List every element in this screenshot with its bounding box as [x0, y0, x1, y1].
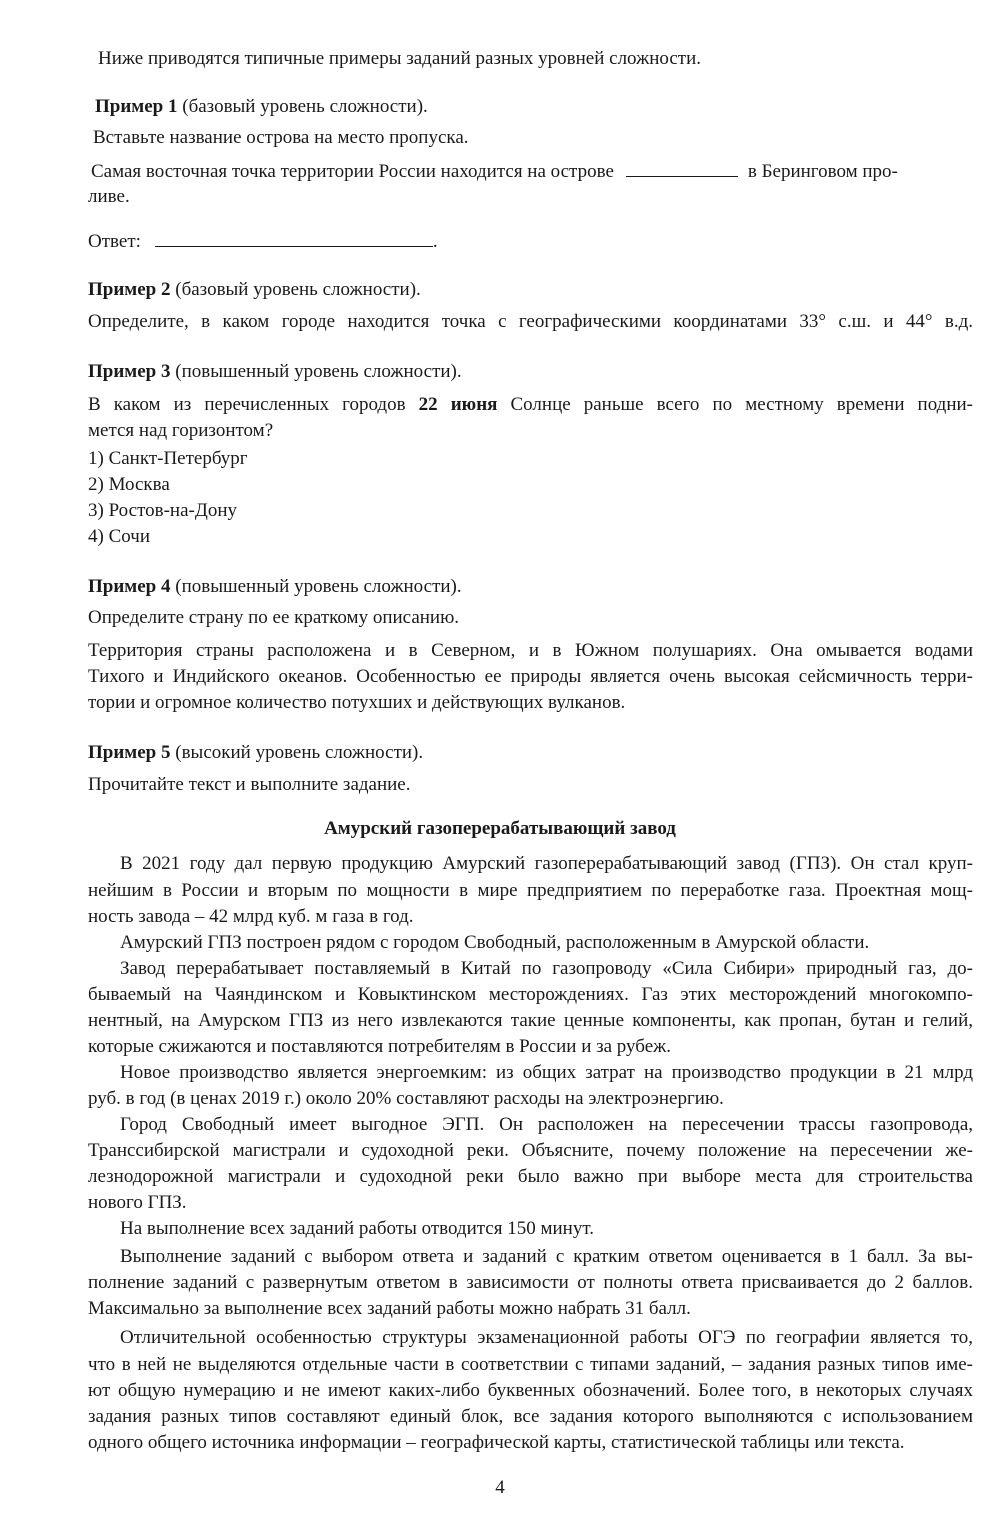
example-5-task: Прочитайте текст и выполните задание.: [88, 774, 411, 795]
info-line: Отличительной особенностью структуры экзаменационной работы ОГЭ по географии является то,: [120, 1327, 973, 1348]
example-3-header: [88, 359, 462, 385]
example-2-title: Пример 2: [88, 279, 171, 300]
answer-blank: [155, 228, 433, 247]
example-5-title: Пример 5: [88, 742, 171, 763]
example-5-level: (высокий уровень сложности).: [175, 742, 424, 763]
example-4-task: Определите страну по ее краткому описанию.: [88, 607, 460, 628]
example-4-desc-line: Территория страны расположена и в Северном, и в Южном полушариях. Она омывается водами: [88, 640, 973, 661]
question-date: 22 июня: [418, 394, 498, 415]
article-line: нейшим в России и вторым по мощности в мире предприятием по переработке газа. Проектная мощ-: [88, 880, 973, 901]
answer-label: Ответ:: [88, 231, 141, 252]
info-line: Выполнение заданий с выбором ответа и заданий с кратким ответом оценивается в 1 балл. За вы-: [120, 1246, 973, 1267]
example-2-level: (базовый уровень сложности).: [175, 279, 421, 300]
info-line: одного общего источника информации – географической карты, статистической таблицы или текста.: [88, 1432, 905, 1453]
article-line: нового ГПЗ.: [88, 1192, 187, 1213]
article-line: Амурский ГПЗ построен рядом с городом Свободный, расположенным в Амурской области.: [120, 932, 870, 953]
info-line: Максимально за выполнение всех заданий работы можно набрать 31 балл.: [88, 1298, 691, 1319]
page-number: 4: [495, 1477, 505, 1498]
example-2-header: [88, 277, 421, 303]
example-4-title: Пример 4: [88, 576, 171, 597]
example-4-header: [88, 574, 462, 600]
example-1-answer: [88, 228, 438, 255]
article-line: которые сжижаются и поставляются потребителям в России и за рубеж.: [88, 1036, 672, 1057]
info-line: ют общую нумерацию и не имеют каких-либо буквенных обозначений. Более того, в некоторых случаях: [88, 1380, 973, 1401]
article-line: Транссибирской магистрали и судоходной реки. Объясните, почему положение на пересечении же-: [88, 1140, 973, 1161]
example-3-title: Пример 3: [88, 361, 171, 382]
info-line: задания разных типов составляют единый блок, все задания которого выполняются с использованием: [88, 1406, 973, 1427]
option-4: 4) Сочи: [88, 526, 150, 547]
info-line: полнение заданий с развернутым ответом в зависимости от полноты ответа присваивается до 2 баллов.: [88, 1272, 973, 1293]
example-1-level: (базовый уровень сложности).: [182, 96, 428, 117]
example-3-level: (повышенный уровень сложности).: [175, 361, 462, 382]
example-1-text-before: Самая восточная точка территории России находится на острове: [91, 161, 614, 182]
article-line: руб. в год (в ценах 2019 г.) около 20% составляют расходы на электроэнергию.: [88, 1088, 724, 1109]
example-3-question-line2: мется над горизонтом?: [88, 420, 274, 441]
article-line: ность завода – 42 млрд куб. м газа в год.: [88, 906, 414, 927]
intro-text: Ниже приводятся типичные примеры заданий разных уровней сложности.: [98, 48, 701, 69]
option-2: 2) Москва: [88, 474, 170, 495]
example-3-question: [88, 392, 973, 418]
info-line: что в ней не выделяются отдельные части в соответствии с типами заданий, – задания разных типов име-: [88, 1354, 973, 1375]
example-2-task: Определите, в каком городе находится точка с географическими координатами 33° с.ш. и 44° в.д.: [88, 311, 973, 332]
article-line: В 2021 году дал первую продукцию Амурский газоперерабатывающий завод (ГПЗ). Он стал круп-: [120, 853, 973, 874]
example-4-level: (повышенный уровень сложности).: [175, 576, 462, 597]
answer-end: .: [432, 231, 438, 252]
info-line: На выполнение всех заданий работы отводится 150 минут.: [120, 1218, 594, 1239]
example-1-title: Пример 1: [95, 96, 178, 117]
article-line: нентный, на Амурском ГПЗ из него извлекаются такие ценные компоненты, как пропан, бутан и гелий,: [88, 1010, 973, 1031]
example-4-desc-line: тории и огромное количество потухших и действующих вулканов.: [88, 692, 626, 713]
article-line: бываемый на Чаяндинском и Ковыктинском месторождениях. Газ этих месторождений многокомпо-: [88, 984, 973, 1005]
island-blank: [626, 158, 738, 177]
article-line: Город Свободный имеет выгодное ЭГП. Он расположен на пересечении трассы газопровода,: [120, 1114, 973, 1135]
option-1: 1) Санкт-Петербург: [88, 448, 248, 469]
article-line: Новое производство является энергоемким: из общих затрат на производство продукции в 21 млрд: [120, 1062, 973, 1083]
example-1-text-after: в Беринговом про-: [747, 161, 898, 182]
article-line: лезнодорожной магистрали и судоходной реки было важно при выборе места для строительства: [88, 1166, 973, 1187]
article-title: Амурский газоперерабатывающий завод: [324, 818, 676, 839]
example-5-header: [88, 740, 423, 766]
example-1-text-line2: ливе.: [88, 186, 130, 207]
example-1-header: [95, 94, 428, 120]
question-part-b: Солнце раньше всего по местному времени подни-: [510, 394, 974, 415]
question-part-a: В каком из перечисленных городов: [88, 394, 406, 415]
example-1-statement: [91, 158, 898, 185]
example-4-desc-line: Тихого и Индийского океанов. Особенностью ее природы является очень высокая сейсмичность терри-: [88, 666, 973, 687]
example-1-task: Вставьте название острова на место пропуска.: [93, 127, 469, 148]
option-3: 3) Ростов-на-Дону: [88, 500, 237, 521]
article-line: Завод перерабатывает поставляемый в Китай по газопроводу «Сила Сибири» природный газ, до-: [120, 958, 973, 979]
